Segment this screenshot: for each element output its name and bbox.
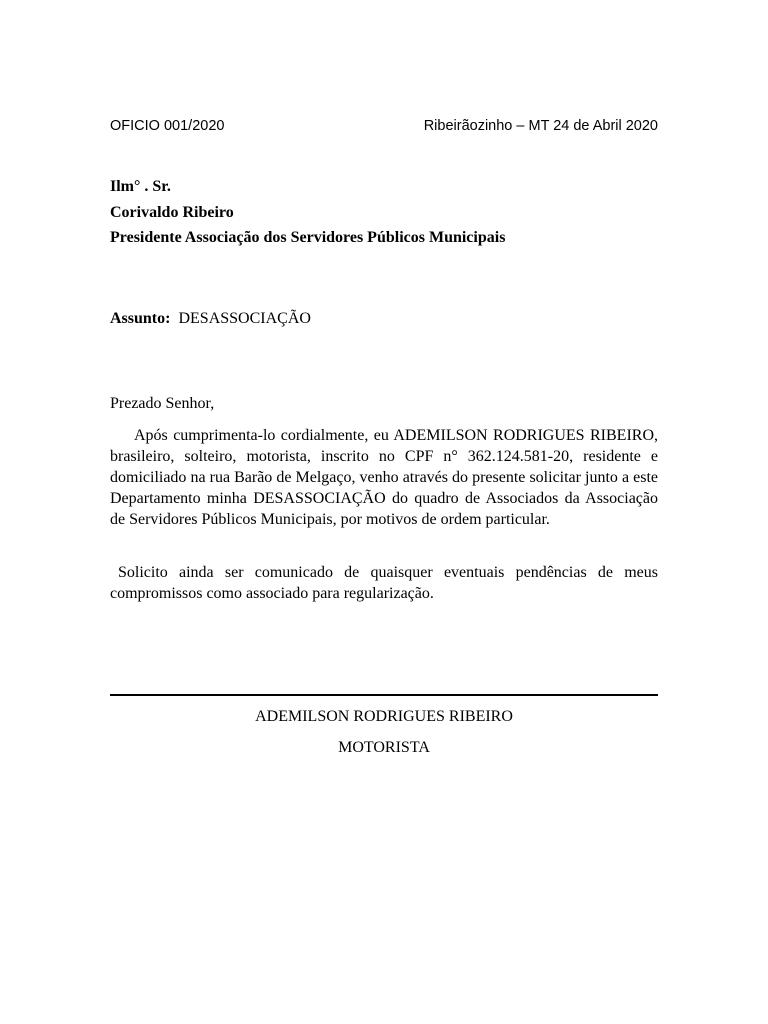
body-paragraph-2: Solicito ainda ser comunicado de quaisquer eventuais pendências de meus compromissos como associado para regularização. (110, 564, 658, 602)
recipient-name: Corivaldo Ribeiro (110, 203, 234, 221)
reference-number: OFICIO 001/2020 (110, 118, 225, 134)
subject-line (110, 310, 311, 328)
greeting: Prezado Senhor, (110, 395, 215, 412)
signature-line (110, 694, 658, 696)
subject-label: Assunto: (110, 310, 171, 327)
signature-name: ADEMILSON RODRIGUES RIBEIRO (255, 708, 513, 725)
subject-value: DESASSOCIAÇÃO (178, 310, 311, 327)
recipient-title: Presidente Associação dos Servidores Públicos Municipais (110, 229, 506, 246)
body-paragraph-1: Após cumprimenta-lo cordialmente, eu ADEMILSON RODRIGUES RIBEIRO, brasileiro, solteiro, motorista, inscrito no CPF n° 362.124.581-20, residente e domiciliado na rua Barão de Melgaço, venho através do presente solicitar junto a este Departamento minha DESASSOCIAÇÃO do quadro de Associados da Associação de Servidores Públicos Municipais, por motivos de ordem particular. (110, 427, 658, 528)
recipient-block (110, 174, 670, 251)
signature-role: MOTORISTA (338, 739, 430, 756)
recipient-salutation: Ilm° . Sr. (110, 178, 171, 195)
place-and-date: Ribeirãozinho – MT 24 de Abril 2020 (423, 118, 658, 134)
